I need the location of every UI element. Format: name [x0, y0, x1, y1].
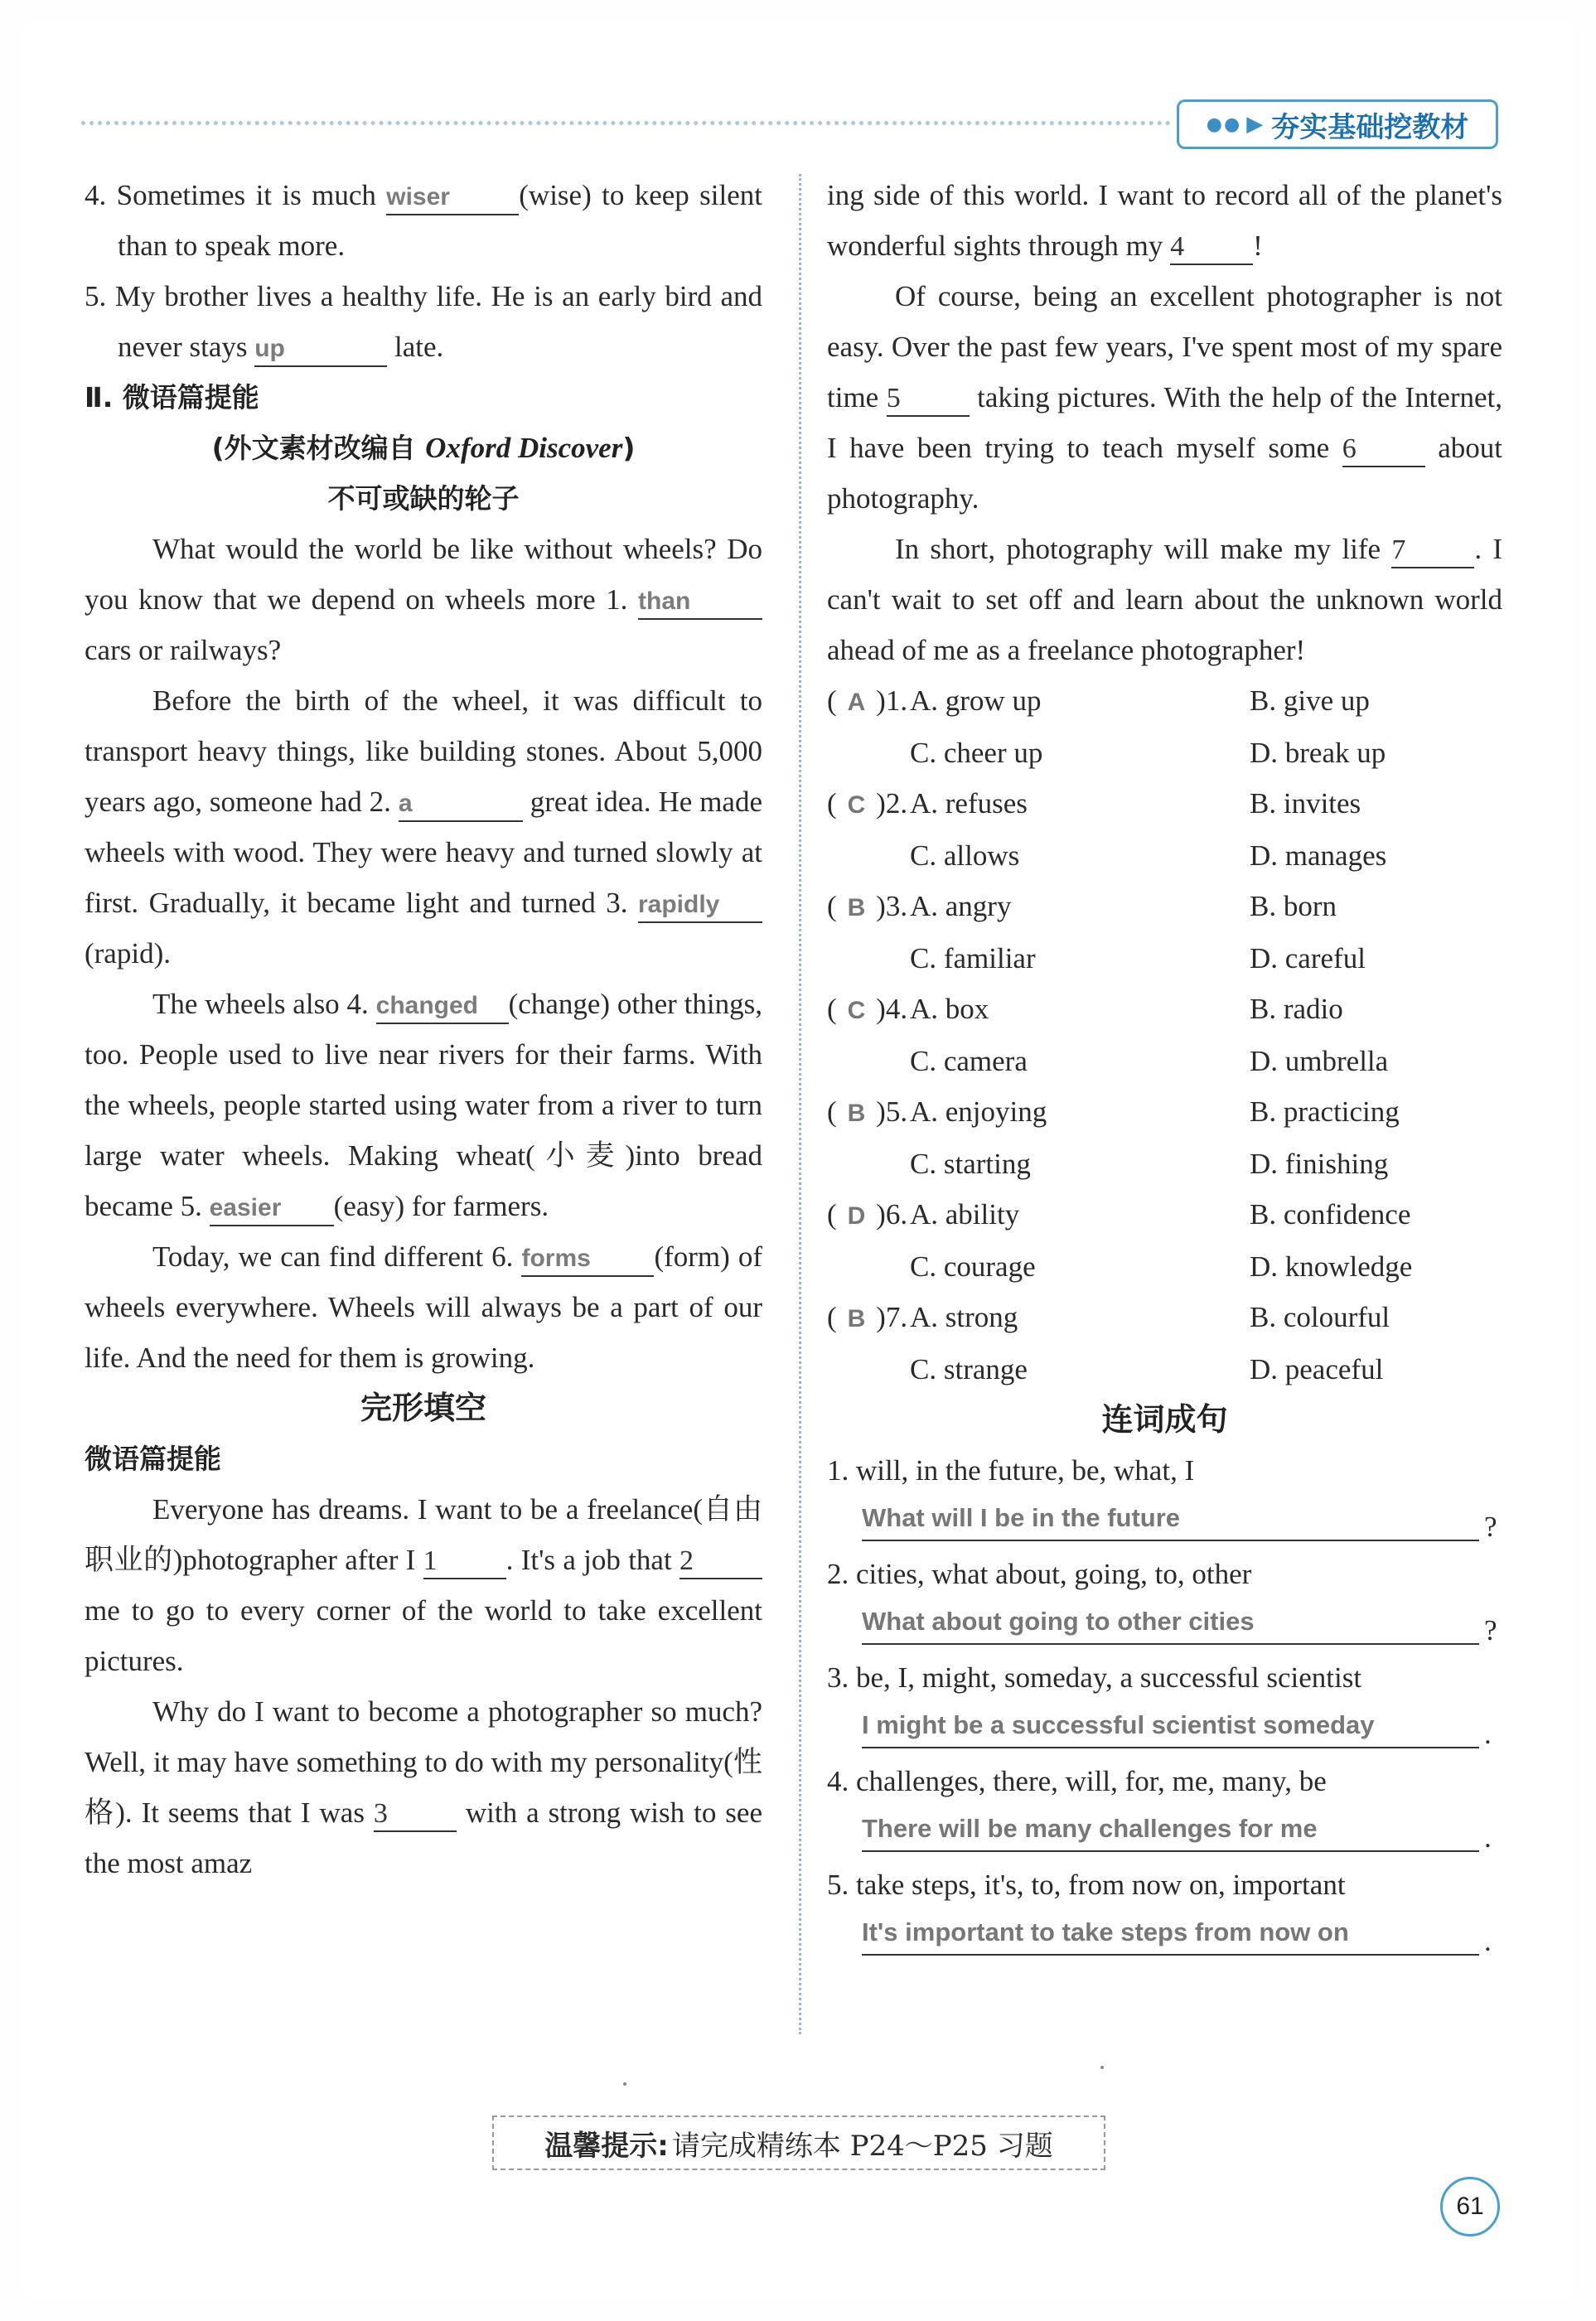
paragraph-text: In short, photography will make my life [895, 533, 1392, 565]
option-a: A. strong [910, 1301, 1018, 1333]
sentence-punct: . [1484, 1718, 1492, 1750]
dots-icon: ●● [1206, 114, 1242, 135]
cloze-blank: 2 [680, 1545, 762, 1579]
paragraph-text: (change) other things, too. People used to live near rivers for their farms. With the wheels, people started using water from a river to turn large water wheels. Making wheat(小麦)into bread became 5. [85, 988, 762, 1222]
answer-blank: than [638, 585, 762, 620]
paragraph-text: (form) of wheels everywhere. Wheels will always be a part of our life. And the need for them is growing. [85, 1240, 762, 1374]
sentence-words: 2. cities, what about, going, to, other [827, 1558, 1252, 1590]
answer-letter: C [847, 997, 866, 1024]
cloze-blank: 6 [1342, 433, 1425, 467]
answer-blank: a [399, 787, 523, 822]
question-number: 3. [885, 890, 908, 922]
question-list [827, 675, 1502, 1395]
answer-bracket: ( D )6. [827, 1189, 910, 1241]
passage-paragraph [827, 524, 1502, 675]
option-a: A. enjoying [910, 1095, 1047, 1128]
paragraph-text: taking pictures. With the help of the Internet, I have been trying to teach myself some [827, 381, 1502, 464]
arrow-right-icon: ▶ [1246, 112, 1264, 137]
header-title: 夯实基础挖教材 [1271, 110, 1469, 144]
option-d: D. careful [1250, 942, 1366, 974]
left-column [85, 170, 762, 1888]
question-number: 5. [885, 1095, 908, 1128]
sentence-words: 4. challenges, there, will, for, me, many, be [827, 1765, 1327, 1797]
question-item [827, 984, 1502, 1086]
sentence-punct: . [1484, 1821, 1492, 1854]
option-c: C. camera [910, 1045, 1028, 1077]
sentence-punct: . [1484, 1925, 1492, 1957]
option-b: B. give up [1250, 684, 1370, 717]
paragraph-text: Today, we can find different 6. [152, 1240, 522, 1273]
passage-paragraph [85, 979, 762, 1231]
sentence-answer-row [827, 1497, 1502, 1549]
question-number: 7. [885, 1301, 908, 1333]
sentence-answer: There will be many challenges for me [862, 1807, 1479, 1852]
passage-paragraph [85, 1231, 762, 1383]
header-dotted-rule [81, 121, 1171, 125]
option-c: C. allows [910, 839, 1020, 872]
cloze-blank: 7 [1391, 534, 1474, 568]
source-suffix: ) [622, 432, 636, 464]
sentence-words: 5. take steps, it's, to, from now on, important [827, 1869, 1346, 1901]
question-item [827, 1292, 1502, 1395]
option-b: B. radio [1250, 993, 1343, 1025]
paragraph-text: Before the birth of the wheel, it was difficult to transport heavy things, like building stones. About 5,000 years ago, someone had 2. [85, 684, 762, 818]
paragraph-text: Everyone has dreams. I want to be a freelance(自由职业的)photographer after I [85, 1493, 762, 1576]
item-text: 5. My brother lives a healthy life. He is an early bird and never stays [85, 280, 762, 363]
question-item [827, 1086, 1502, 1189]
passage-paragraph [827, 170, 1502, 271]
option-d: D. manages [1250, 839, 1387, 872]
footer-text: 请完成精练本 P24～P25 习题 [671, 2129, 1053, 2163]
answer-bracket: ( C )2. [827, 778, 910, 830]
question-item [827, 675, 1502, 778]
option-a: A. grow up [910, 684, 1042, 717]
print-mark [1100, 2066, 1104, 2069]
column-divider [799, 174, 801, 2034]
paragraph-text: The wheels also 4. [152, 988, 376, 1020]
question-number: 2. [885, 787, 908, 820]
item-text: (wise) to keep silent than to speak more. [118, 179, 762, 262]
option-b: B. confidence [1250, 1198, 1411, 1231]
cloze-subheading: 微语篇提能 [85, 1443, 221, 1475]
answer-blank: easier [210, 1192, 334, 1226]
option-c: C. cheer up [910, 737, 1043, 769]
print-mark [623, 2082, 626, 2086]
sentence-answer: What will I be in the future [862, 1497, 1479, 1541]
paragraph-text: me to go to every corner of the world to take excellent pictures. [85, 1594, 762, 1677]
question-item [827, 1189, 1502, 1292]
sentence-words: 1. will, in the future, be, what, I [827, 1454, 1195, 1487]
answer-bracket: ( C )4. [827, 984, 910, 1036]
paragraph-text: (rapid). [85, 937, 171, 970]
sentence-heading: 连词成句 [1101, 1401, 1228, 1438]
item-text: late. [387, 331, 444, 363]
option-b: B. practicing [1250, 1095, 1400, 1128]
answer-blank: up [254, 332, 387, 367]
paragraph-text: with a strong wish to see the most amaz [85, 1796, 762, 1879]
passage-paragraph [85, 1484, 762, 1686]
answer-bracket: ( B )5. [827, 1086, 910, 1139]
cloze-blank: 4 [1170, 230, 1253, 265]
sentence-list [827, 1445, 1502, 1963]
passage-paragraph [85, 1686, 762, 1888]
answer-letter: D [847, 1202, 866, 1230]
sentence-answer: What about going to other cities [862, 1600, 1479, 1645]
right-column [827, 170, 1502, 1963]
source-prefix: (外文素材改编自 [211, 432, 416, 464]
answer-bracket: ( B )3. [827, 881, 910, 933]
paragraph-text: Of course, being an excellent photographer is not easy. Over the past few years, I've spent most of my spare time [827, 280, 1502, 413]
question-item [827, 778, 1502, 881]
question-number: 6. [885, 1198, 908, 1231]
option-c: C. familiar [910, 942, 1036, 974]
option-d: D. knowledge [1250, 1250, 1413, 1283]
answer-bracket: ( B )7. [827, 1292, 910, 1344]
section-heading: Ⅱ. 微语篇提能 [85, 381, 259, 413]
answer-bracket: ( A )1. [827, 675, 910, 728]
paragraph-text: great idea. He made wheels with wood. They were heavy and turned slowly at first. Gradually, it became light and turned 3. [85, 786, 762, 919]
answer-blank: wiser [386, 181, 519, 215]
answer-blank: forms [521, 1242, 654, 1277]
option-b: B. colourful [1250, 1301, 1390, 1333]
option-b: B. invites [1250, 787, 1361, 820]
answer-letter: B [847, 1305, 866, 1332]
exercise-item-5 [85, 271, 762, 372]
passage-paragraph [85, 675, 762, 979]
sentence-answer: I might be a successful scientist someday [862, 1704, 1479, 1748]
header-tab [1177, 99, 1498, 149]
answer-letter: B [847, 894, 866, 921]
option-a: A. ability [910, 1198, 1020, 1231]
sentence-words: 3. be, I, might, someday, a successful scientist [827, 1661, 1362, 1694]
answer-blank: changed [376, 989, 509, 1024]
answer-letter: B [847, 1100, 866, 1127]
question-item [827, 881, 1502, 984]
sentence-punct: ? [1484, 1614, 1497, 1646]
question-number: 4. [885, 993, 908, 1025]
item-text: 4. Sometimes it is much [85, 179, 387, 211]
source-note [85, 423, 762, 473]
option-d: D. peaceful [1250, 1353, 1384, 1385]
answer-letter: A [847, 689, 866, 716]
sentence-answer-row [827, 1600, 1502, 1652]
cloze-blank: 1 [423, 1545, 506, 1579]
paragraph-text: ! [1253, 230, 1263, 262]
option-c: C. courage [910, 1250, 1036, 1283]
option-c: C. starting [910, 1148, 1031, 1180]
cloze-heading: 完形填空 [360, 1390, 486, 1426]
sentence-answer-row [827, 1807, 1502, 1859]
passage-paragraph [827, 271, 1502, 524]
exercise-item-4 [85, 170, 762, 271]
answer-letter: C [847, 791, 866, 819]
option-d: D. finishing [1250, 1148, 1389, 1180]
passage-title: 不可或缺的轮子 [327, 482, 520, 515]
paragraph-text: What would the world be like without wheels? Do you know that we depend on wheels more 1. [85, 533, 762, 616]
option-a: A. refuses [910, 787, 1028, 820]
option-a: A. angry [910, 890, 1012, 922]
answer-blank: rapidly [638, 888, 762, 923]
paragraph-text: Why do I want to become a photographer so much? Well, it may have something to do with my personality(性格). It seems that I was [85, 1695, 762, 1829]
footer-label: 温馨提示: [544, 2129, 669, 2163]
paragraph-text: cars or railways? [85, 634, 282, 666]
option-d: D. break up [1250, 737, 1386, 769]
page-number: 61 [1440, 2177, 1500, 2236]
option-d: D. umbrella [1250, 1045, 1389, 1077]
footer-tip [492, 2115, 1105, 2170]
option-a: A. box [910, 993, 989, 1025]
passage-paragraph [85, 524, 762, 675]
sentence-answer-row [827, 1911, 1502, 1963]
paragraph-text: ing side of this world. I want to record all of the planet's wonderful sights through my [827, 179, 1502, 262]
paragraph-text: . I can't wait to set off and learn about the unknown world ahead of me as a freelance photographer! [827, 533, 1502, 666]
option-b: B. born [1250, 890, 1337, 922]
option-c: C. strange [910, 1353, 1028, 1385]
question-number: 1. [885, 684, 908, 717]
cloze-blank: 3 [374, 1797, 457, 1832]
paragraph-text: . It's a job that [505, 1544, 680, 1576]
paragraph-text: (easy) for farmers. [333, 1190, 549, 1222]
sentence-answer-row [827, 1704, 1502, 1756]
sentence-answer: It's important to take steps from now on [862, 1911, 1479, 1956]
sentence-punct: ? [1484, 1511, 1497, 1543]
source-title: Oxford Discover [425, 432, 623, 464]
paragraph-text: about photography. [827, 432, 1502, 515]
cloze-blank: 5 [887, 382, 970, 417]
